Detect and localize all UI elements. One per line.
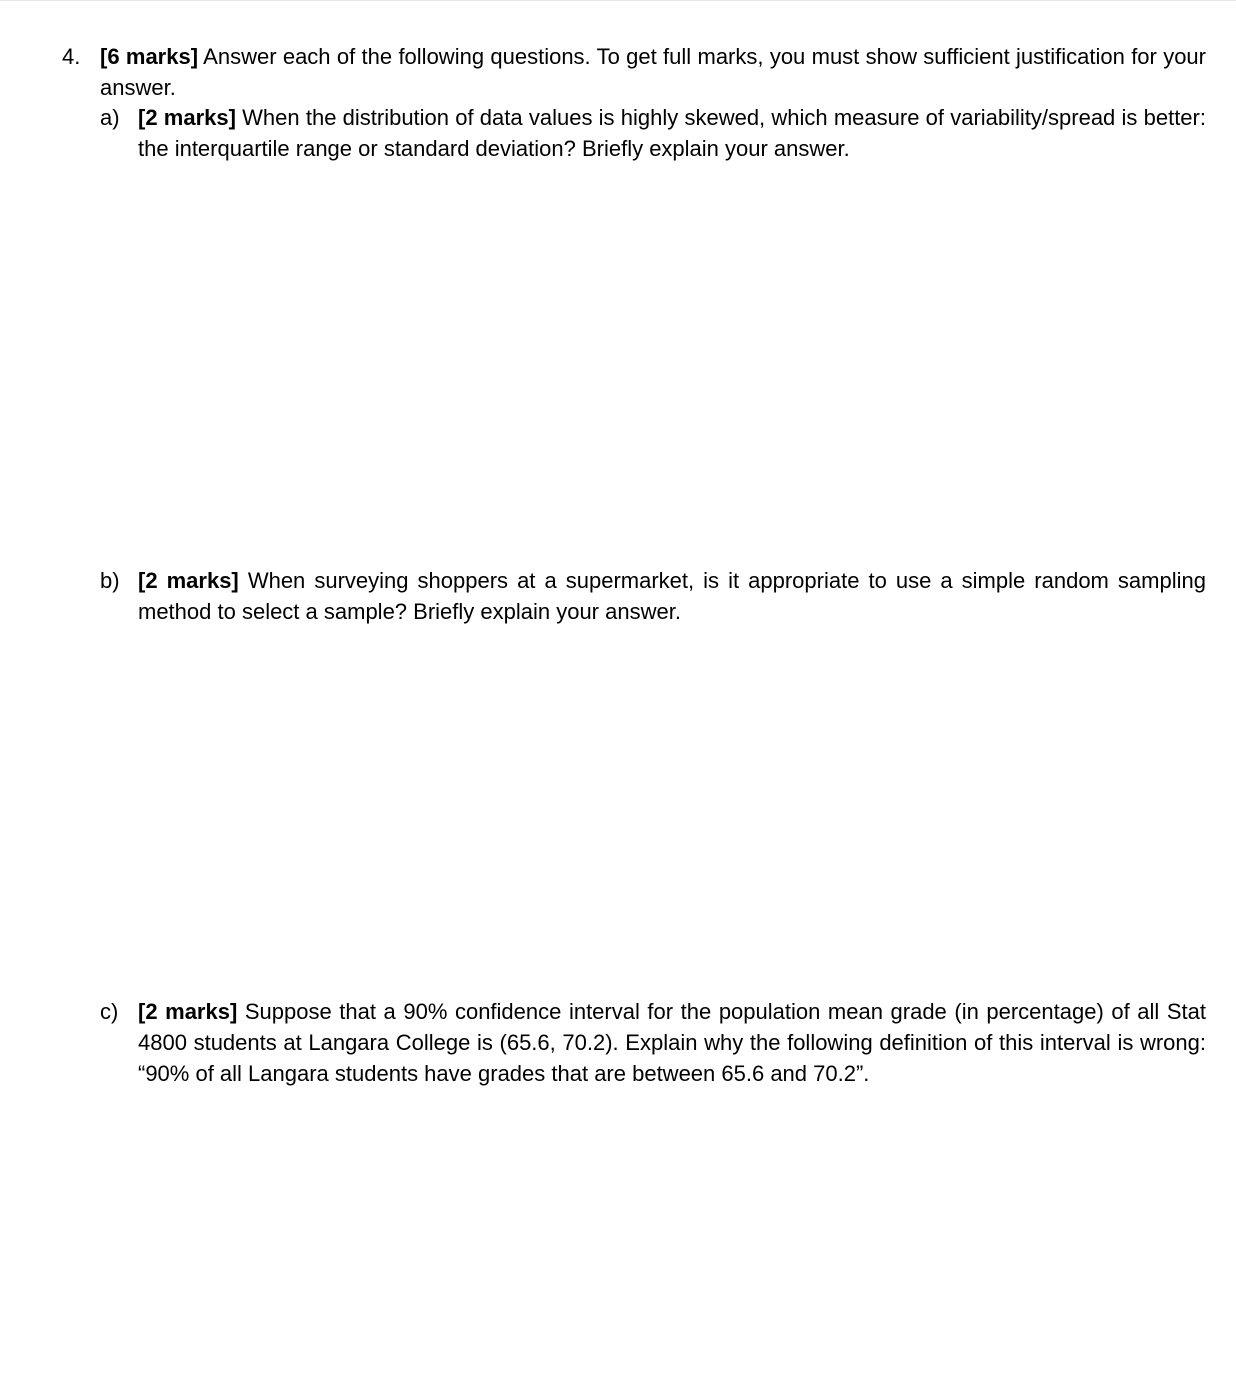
question-stem: [100, 41, 1206, 103]
page-top-edge: [0, 0, 1236, 1]
question-number: 4.: [62, 44, 81, 69]
part-b-marks: [2 marks]: [138, 568, 239, 593]
part-c-letter: c): [100, 999, 119, 1024]
part-a-marks: [2 marks]: [138, 105, 236, 130]
question-marks: [6 marks]: [100, 44, 199, 69]
part-a: [138, 102, 1206, 164]
part-c: [138, 996, 1206, 1089]
part-a-letter: a): [100, 105, 120, 130]
part-b-text: When surveying shoppers at a supermarket, is it appropriate to use a simple random sampling method to select a sample? Briefly explain your answer.: [138, 568, 1206, 624]
part-c-text: Suppose that a 90% confidence interval for the population mean grade (in percentage) of all Stat 4800 students at Langara College is (65.6, 70.2). Explain why the following definition of this interval is wrong: “90% of all Langara students have grades that are between 65.6 and 70.2”.: [138, 999, 1206, 1086]
part-c-marks: [2 marks]: [138, 999, 238, 1024]
part-b: [138, 565, 1206, 627]
question-text: Answer each of the following questions. To get full marks, you must show sufficient justification for your answer.: [100, 44, 1206, 100]
part-a-text: When the distribution of data values is highly skewed, which measure of variability/spread is better: the interquartile range or standard deviation? Briefly explain your answer.: [138, 105, 1206, 161]
part-b-letter: b): [100, 568, 120, 593]
